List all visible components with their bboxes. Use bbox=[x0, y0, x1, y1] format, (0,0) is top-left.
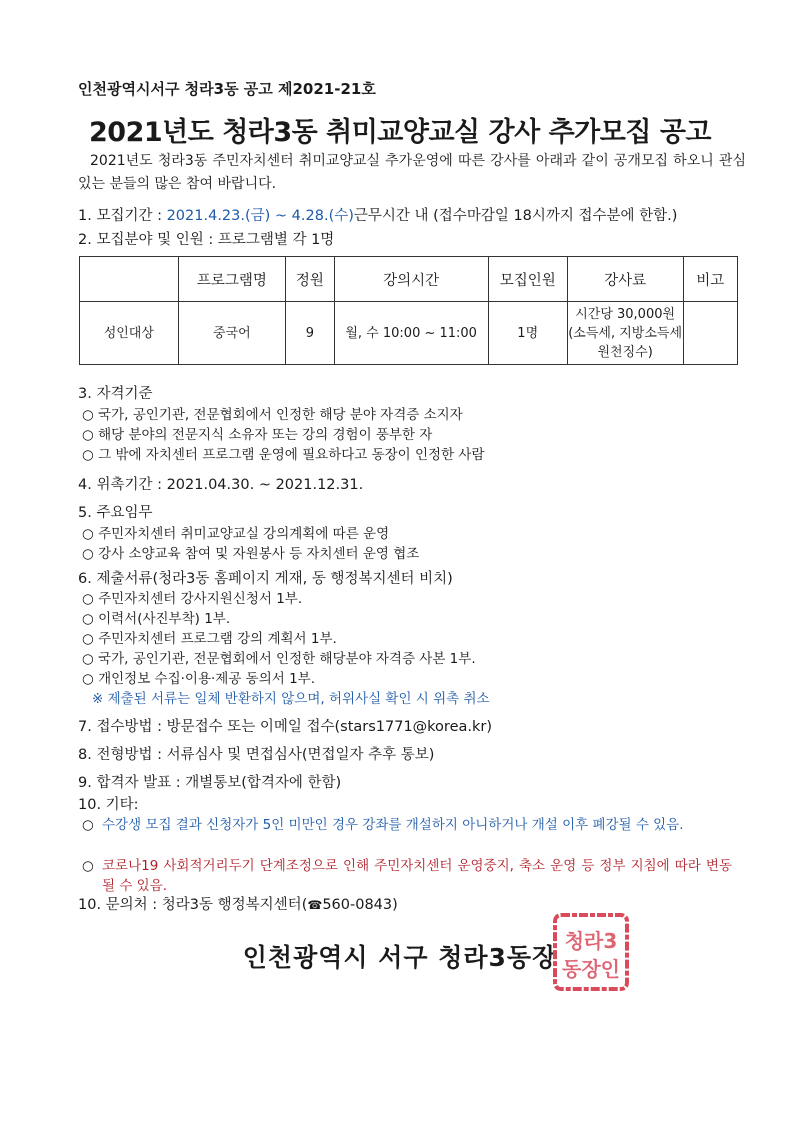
bullet-circle-icon: ○ bbox=[82, 858, 94, 874]
program-table bbox=[79, 256, 738, 365]
bullet-circle-icon: ○ bbox=[82, 427, 94, 443]
section-contact bbox=[78, 894, 758, 916]
item-text: 국가, 공인기관, 전문협회에서 인정한 해당분야 자격증 사본 1부. bbox=[98, 651, 476, 667]
list-item bbox=[82, 856, 732, 896]
seal-line: 동장인 bbox=[562, 957, 620, 981]
cell-fee bbox=[567, 302, 683, 365]
table-header bbox=[80, 257, 179, 302]
cell-program: 중국어 bbox=[178, 302, 286, 365]
bullet-circle-icon: ○ bbox=[82, 447, 94, 463]
section-term: 4. 위촉기간 : 2021.04.30. ~ 2021.12.31. bbox=[78, 477, 364, 493]
period-note: 근무시간 내 (접수마감일 18시까지 접수분에 한함.) bbox=[353, 208, 678, 224]
item-text: 주민자치센터 취미교양교실 강의계획에 따른 운영 bbox=[98, 526, 390, 542]
period-label: 1. 모집기간 : bbox=[78, 208, 167, 224]
list-item bbox=[82, 425, 752, 445]
notice-title: 2021년도 청라3동 취미교양교실 강사 추가모집 공고 bbox=[89, 117, 711, 148]
item-text: 개인정보 수집·이용·제공 동의서 1부. bbox=[98, 671, 315, 687]
table-header: 정원 bbox=[286, 257, 334, 302]
fee-line: 원천징수) bbox=[597, 344, 653, 360]
item-text: 코로나19 사회적거리두기 단계조정으로 인해 주민자치센터 운영중지, 축소 운영 등 정부 지침에 따라 변동될 수 있음. bbox=[102, 858, 732, 894]
list-item bbox=[82, 589, 752, 609]
item-text: 국가, 공인기관, 전문협회에서 인정한 해당 분야 자격증 소지자 bbox=[98, 407, 463, 423]
list-item bbox=[82, 649, 752, 669]
list-item bbox=[82, 609, 752, 629]
list-item bbox=[82, 445, 752, 465]
list-item bbox=[82, 405, 752, 425]
section-others: 10. 기타: bbox=[78, 797, 139, 813]
bullet-circle-icon: ○ bbox=[82, 407, 94, 423]
bullet-circle-icon: ○ bbox=[82, 526, 94, 542]
item-text: 강사 소양교육 참여 및 자원봉사 등 자치센터 운영 협조 bbox=[98, 546, 420, 562]
period-dates: 2021.4.23.(금) ~ 4.28.(수) bbox=[166, 208, 354, 224]
table-header: 모집인원 bbox=[488, 257, 567, 302]
section-selection: 8. 전형방법 : 서류심사 및 면접심사(면접일자 추후 통보) bbox=[78, 747, 435, 763]
bullet-circle-icon: ○ bbox=[82, 611, 94, 627]
item-text: 이력서(사진부착) 1부. bbox=[98, 611, 231, 627]
section-application: 7. 접수방법 : 방문접수 또는 이메일 접수(stars1771@korea.kr) bbox=[78, 719, 493, 735]
contact-phone: 560-0843 bbox=[322, 897, 393, 913]
documents-note: ※ 제출된 서류는 일체 반환하지 않으며, 허위사실 확인 시 위촉 취소 bbox=[92, 691, 490, 707]
cell-target: 성인대상 bbox=[80, 302, 179, 365]
item-text: 주민자치센터 프로그램 강의 계획서 1부. bbox=[98, 631, 337, 647]
cell-recruit: 1명 bbox=[488, 302, 567, 365]
table-header-row bbox=[80, 257, 738, 302]
item-text: 수강생 모집 결과 신청자가 5인 미만인 경우 강좌를 개설하지 아니하거나 개설 이후 폐강될 수 있음. bbox=[102, 817, 684, 833]
bullet-circle-icon: ○ bbox=[82, 671, 94, 687]
intro-text: 2021년도 청라3동 주민자치센터 취미교양교실 추가운영에 따른 강사를 아래과 같이 공개모집 하오니 관심 있는 분들의 많은 참여 바랍니다. bbox=[78, 153, 746, 192]
cell-note bbox=[683, 302, 737, 365]
official-seal-icon bbox=[552, 912, 630, 992]
fee-line: 시간당 30,000원 bbox=[575, 306, 676, 322]
bullet-circle-icon: ○ bbox=[82, 817, 94, 833]
table-header: 프로그램명 bbox=[178, 257, 286, 302]
list-item bbox=[82, 815, 732, 835]
list-item bbox=[82, 524, 752, 544]
table-header: 강의시간 bbox=[334, 257, 488, 302]
contact-close: ) bbox=[392, 897, 398, 913]
bullet-circle-icon: ○ bbox=[82, 591, 94, 607]
list-item bbox=[82, 544, 752, 564]
contact-label: 10. 문의처 : 청라3동 행정복지센터( bbox=[78, 897, 308, 913]
cell-capacity: 9 bbox=[286, 302, 334, 365]
item-text: 그 밖에 자치센터 프로그램 운영에 필요하다고 동장이 인정한 사람 bbox=[98, 447, 485, 463]
signature: 인천광역시 서구 청라3동장 bbox=[242, 943, 558, 972]
item-text: 해당 분야의 전문지식 소유자 또는 강의 경험이 풍부한 자 bbox=[98, 427, 433, 443]
section-documents: 6. 제출서류(청라3동 홈페이지 게재, 동 행정복지센터 비치) bbox=[78, 571, 453, 587]
item-text: 주민자치센터 강사지원신청서 1부. bbox=[98, 591, 303, 607]
section-recruit-field: 2. 모집분야 및 인원 : 프로그램별 각 1명 bbox=[78, 232, 335, 248]
table-row bbox=[80, 302, 738, 365]
list-item bbox=[82, 629, 752, 649]
list-item bbox=[82, 669, 752, 689]
section-recruit-period bbox=[78, 205, 758, 227]
section-qualification: 3. 자격기준 bbox=[78, 386, 153, 402]
phone-icon: ☎ bbox=[307, 898, 323, 912]
fee-line: (소득세, 지방소득세 bbox=[568, 325, 683, 341]
cell-time: 월, 수 10:00 ~ 11:00 bbox=[334, 302, 488, 365]
table-header: 강사료 bbox=[567, 257, 683, 302]
section-duties: 5. 주요임무 bbox=[78, 505, 153, 521]
bullet-circle-icon: ○ bbox=[82, 546, 94, 562]
table-header: 비고 bbox=[683, 257, 737, 302]
bullet-circle-icon: ○ bbox=[82, 651, 94, 667]
intro-paragraph bbox=[78, 150, 746, 196]
seal-line: 청라3 bbox=[564, 929, 618, 953]
bullet-circle-icon: ○ bbox=[82, 631, 94, 647]
section-announcement: 9. 합격자 발표 : 개별통보(합격자에 한함) bbox=[78, 775, 342, 791]
notice-reference: 인천광역시서구 청라3동 공고 제2021-21호 bbox=[78, 80, 376, 98]
